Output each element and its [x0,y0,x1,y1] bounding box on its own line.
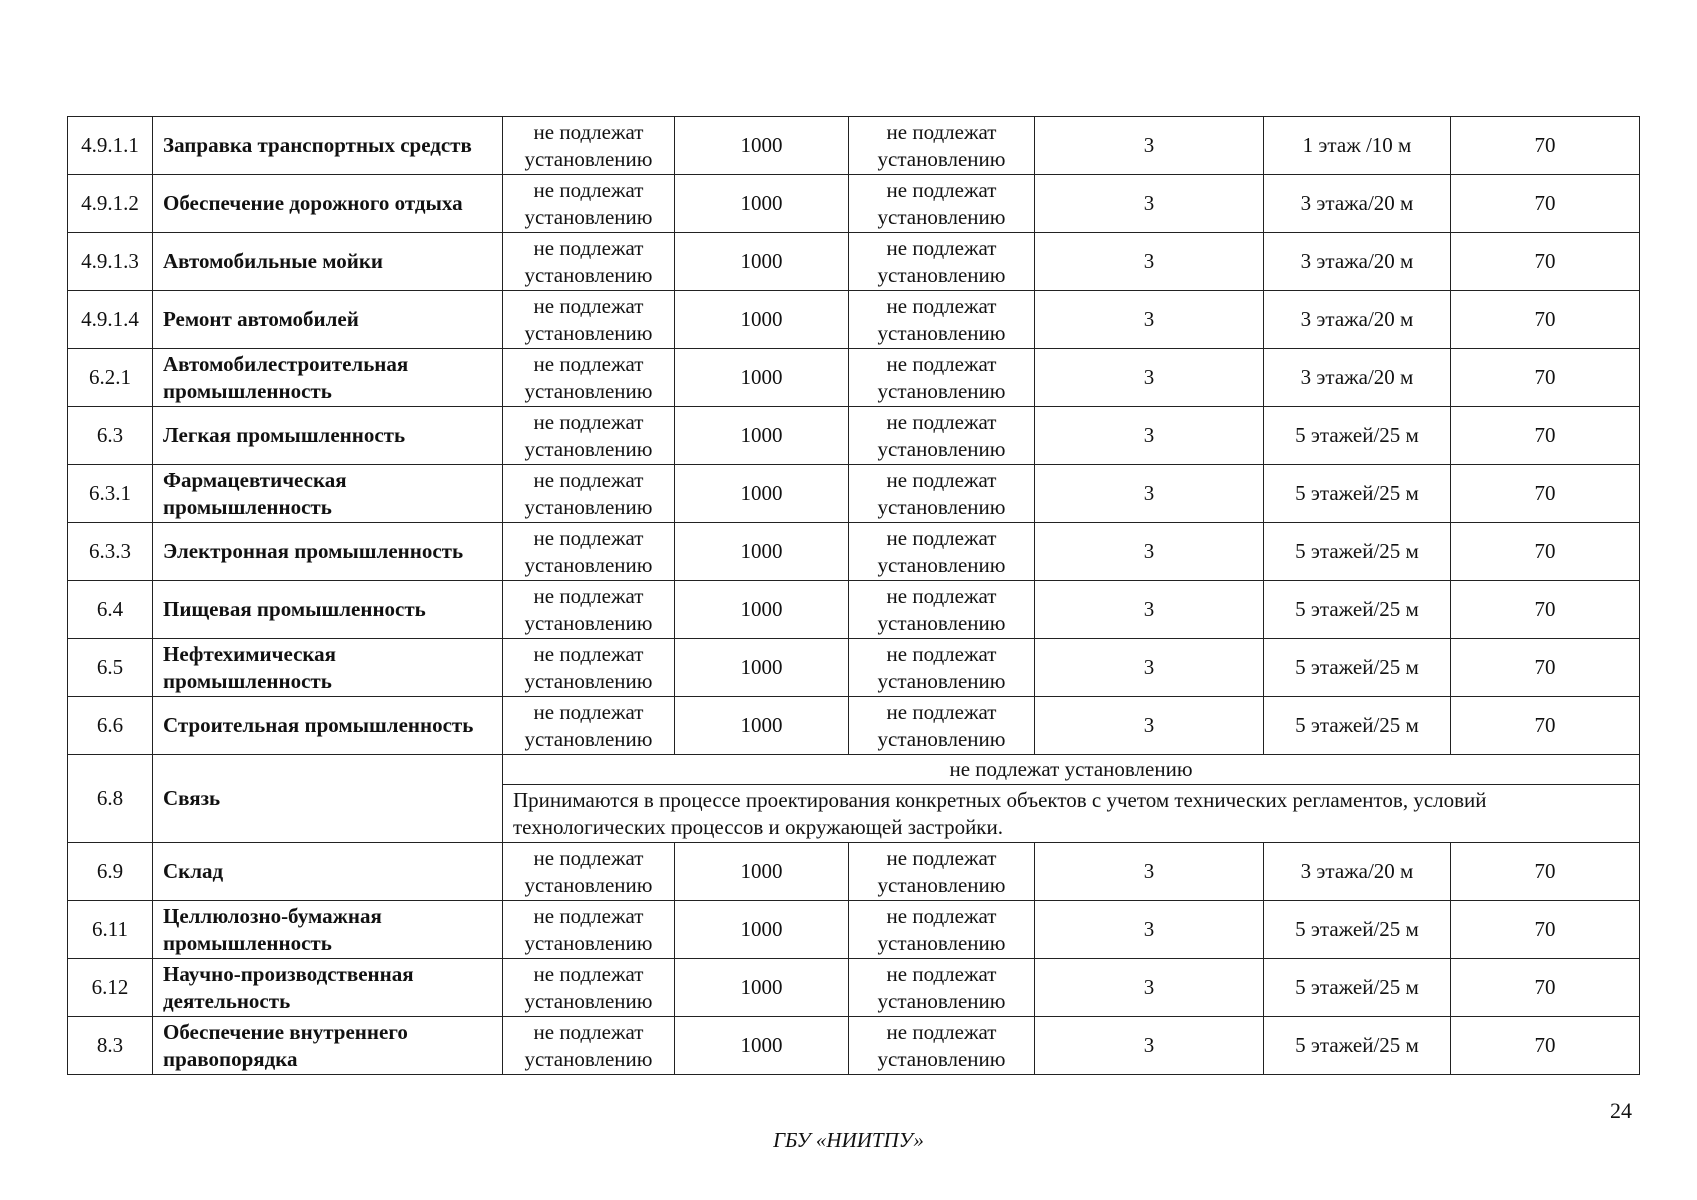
max-area-cell: не подлежат установлению [849,291,1035,349]
row-code: 6.12 [68,959,153,1017]
max-coverage-cell: 70 [1451,901,1640,959]
table-row [68,291,1640,349]
min-area-cell: 1000 [675,901,849,959]
row-code: 6.2.1 [68,349,153,407]
setback-cell: 3 [1035,291,1264,349]
min-setback-cell: не подлежат установлению [503,407,675,465]
setback-cell: 3 [1035,117,1264,175]
setback-cell: 3 [1035,175,1264,233]
min-area-cell: 1000 [675,233,849,291]
max-floors-cell: 5 этажей/25 м [1264,407,1451,465]
row-code: 6.6 [68,697,153,755]
row-code: 4.9.1.2 [68,175,153,233]
min-area-cell: 1000 [675,1017,849,1075]
min-setback-cell: не подлежат установлению [503,233,675,291]
table-row [68,465,1640,523]
max-area-cell: не подлежат установлению [849,349,1035,407]
row-name: Автомобильные мойки [153,233,503,291]
max-coverage-cell: 70 [1451,581,1640,639]
setback-cell: 3 [1035,581,1264,639]
max-area-cell: не подлежат установлению [849,523,1035,581]
page-footer: ГБУ «НИИТПУ» [773,1128,924,1152]
table-row-merged [68,755,1640,785]
max-area-cell: не подлежат установлению [849,697,1035,755]
min-setback-cell: не подлежат установлению [503,843,675,901]
max-area-cell: не подлежат установлению [849,465,1035,523]
row-name: Научно-производственная деятельность [153,959,503,1017]
min-setback-cell: не подлежат установлению [503,523,675,581]
max-coverage-cell: 70 [1451,697,1640,755]
row-code: 4.9.1.4 [68,291,153,349]
page-number: 24 [1610,1098,1632,1123]
table-body-merged [68,755,1640,843]
max-coverage-cell: 70 [1451,291,1640,349]
min-setback-cell: не подлежат установлению [503,465,675,523]
min-area-cell: 1000 [675,175,849,233]
setback-cell: 3 [1035,407,1264,465]
table-row [68,349,1640,407]
table-row [68,581,1640,639]
min-setback-cell: не подлежат установлению [503,175,675,233]
min-setback-cell: не подлежат установлению [503,959,675,1017]
setback-cell: 3 [1035,523,1264,581]
max-floors-cell: 3 этажа/20 м [1264,349,1451,407]
max-area-cell: не подлежат установлению [849,1017,1035,1075]
regulations-table [67,116,1640,1075]
max-area-cell: не подлежат установлению [849,407,1035,465]
max-area-cell: не подлежат установлению [849,959,1035,1017]
min-setback-cell: не подлежат установлению [503,1017,675,1075]
setback-cell: 3 [1035,349,1264,407]
max-floors-cell: 5 этажей/25 м [1264,959,1451,1017]
min-setback-cell: не подлежат установлению [503,117,675,175]
max-area-cell: не подлежат установлению [849,175,1035,233]
max-area-cell: не подлежат установлению [849,581,1035,639]
row-code: 6.3 [68,407,153,465]
table-body-bottom [68,843,1640,1075]
row-name: Автомобилестроительная промышленность [153,349,503,407]
row-name: Обеспечение внутреннего правопорядка [153,1017,503,1075]
max-floors-cell: 1 этаж /10 м [1264,117,1451,175]
setback-cell: 3 [1035,959,1264,1017]
row-name: Строительная промышленность [153,697,503,755]
table-row [68,407,1640,465]
min-area-cell: 1000 [675,349,849,407]
min-area-cell: 1000 [675,117,849,175]
max-floors-cell: 5 этажей/25 м [1264,639,1451,697]
min-setback-cell: не подлежат установлению [503,349,675,407]
row-name: Целлюлозно-бумажная промышленность [153,901,503,959]
row-name: Связь [153,755,503,843]
max-coverage-cell: 70 [1451,959,1640,1017]
max-coverage-cell: 70 [1451,843,1640,901]
row-name: Нефтехимическая промышленность [153,639,503,697]
row-name: Легкая промышленность [153,407,503,465]
min-setback-cell: не подлежат установлению [503,291,675,349]
max-floors-cell: 5 этажей/25 м [1264,465,1451,523]
table-body-top [68,117,1640,755]
min-setback-cell: не подлежат установлению [503,639,675,697]
table-row [68,901,1640,959]
table-row [68,1017,1640,1075]
min-area-cell: 1000 [675,843,849,901]
max-floors-cell: 5 этажей/25 м [1264,1017,1451,1075]
setback-cell: 3 [1035,465,1264,523]
max-floors-cell: 3 этажа/20 м [1264,291,1451,349]
row-code: 6.8 [68,755,153,843]
row-code: 8.3 [68,1017,153,1075]
page-header [0,70,1697,112]
max-floors-cell: 3 этажа/20 м [1264,175,1451,233]
row-name: Электронная промышленность [153,523,503,581]
setback-cell: 3 [1035,843,1264,901]
table-row [68,175,1640,233]
min-area-cell: 1000 [675,697,849,755]
table-row [68,233,1640,291]
min-setback-cell: не подлежат установлению [503,697,675,755]
table-row [68,523,1640,581]
max-coverage-cell: 70 [1451,349,1640,407]
min-area-cell: 1000 [675,523,849,581]
row-name: Ремонт автомобилей [153,291,503,349]
setback-cell: 3 [1035,639,1264,697]
row-code: 6.11 [68,901,153,959]
max-coverage-cell: 70 [1451,407,1640,465]
setback-cell: 3 [1035,901,1264,959]
max-area-cell: не подлежат установлению [849,843,1035,901]
row-code: 6.9 [68,843,153,901]
min-area-cell: 1000 [675,959,849,1017]
min-area-cell: 1000 [675,291,849,349]
max-floors-cell: 5 этажей/25 м [1264,523,1451,581]
row-code: 6.3.3 [68,523,153,581]
row-name: Обеспечение дорожного отдыха [153,175,503,233]
max-coverage-cell: 70 [1451,1017,1640,1075]
table-row [68,117,1640,175]
min-area-cell: 1000 [675,581,849,639]
table-row [68,639,1640,697]
row-name: Склад [153,843,503,901]
setback-cell: 3 [1035,1017,1264,1075]
row-code: 6.3.1 [68,465,153,523]
max-floors-cell: 5 этажей/25 м [1264,697,1451,755]
max-coverage-cell: 70 [1451,523,1640,581]
table-row [68,843,1640,901]
table-row [68,959,1640,1017]
max-area-cell: не подлежат установлению [849,117,1035,175]
max-floors-cell: 3 этажа/20 м [1264,233,1451,291]
row-code: 6.5 [68,639,153,697]
merged-cell-note: Принимаются в процессе проектирования конкретных объектов с учетом технических регламентов, условий технологических процессов и окружающей застройки. [503,785,1640,843]
row-code: 4.9.1.1 [68,117,153,175]
max-area-cell: не подлежат установлению [849,901,1035,959]
max-floors-cell: 5 этажей/25 м [1264,901,1451,959]
min-area-cell: 1000 [675,407,849,465]
max-coverage-cell: 70 [1451,639,1640,697]
row-code: 6.4 [68,581,153,639]
row-name: Фармацевтическая промышленность [153,465,503,523]
max-coverage-cell: 70 [1451,233,1640,291]
min-area-cell: 1000 [675,639,849,697]
max-area-cell: не подлежат установлению [849,233,1035,291]
max-coverage-cell: 70 [1451,117,1640,175]
max-floors-cell: 5 этажей/25 м [1264,581,1451,639]
max-coverage-cell: 70 [1451,465,1640,523]
table-row [68,697,1640,755]
max-area-cell: не подлежат установлению [849,639,1035,697]
merged-cell-top: не подлежат установлению [503,755,1640,785]
min-setback-cell: не подлежат установлению [503,581,675,639]
min-area-cell: 1000 [675,465,849,523]
min-setback-cell: не подлежат установлению [503,901,675,959]
max-floors-cell: 3 этажа/20 м [1264,843,1451,901]
row-name: Пищевая промышленность [153,581,503,639]
setback-cell: 3 [1035,697,1264,755]
setback-cell: 3 [1035,233,1264,291]
row-name: Заправка транспортных средств [153,117,503,175]
row-code: 4.9.1.3 [68,233,153,291]
max-coverage-cell: 70 [1451,175,1640,233]
